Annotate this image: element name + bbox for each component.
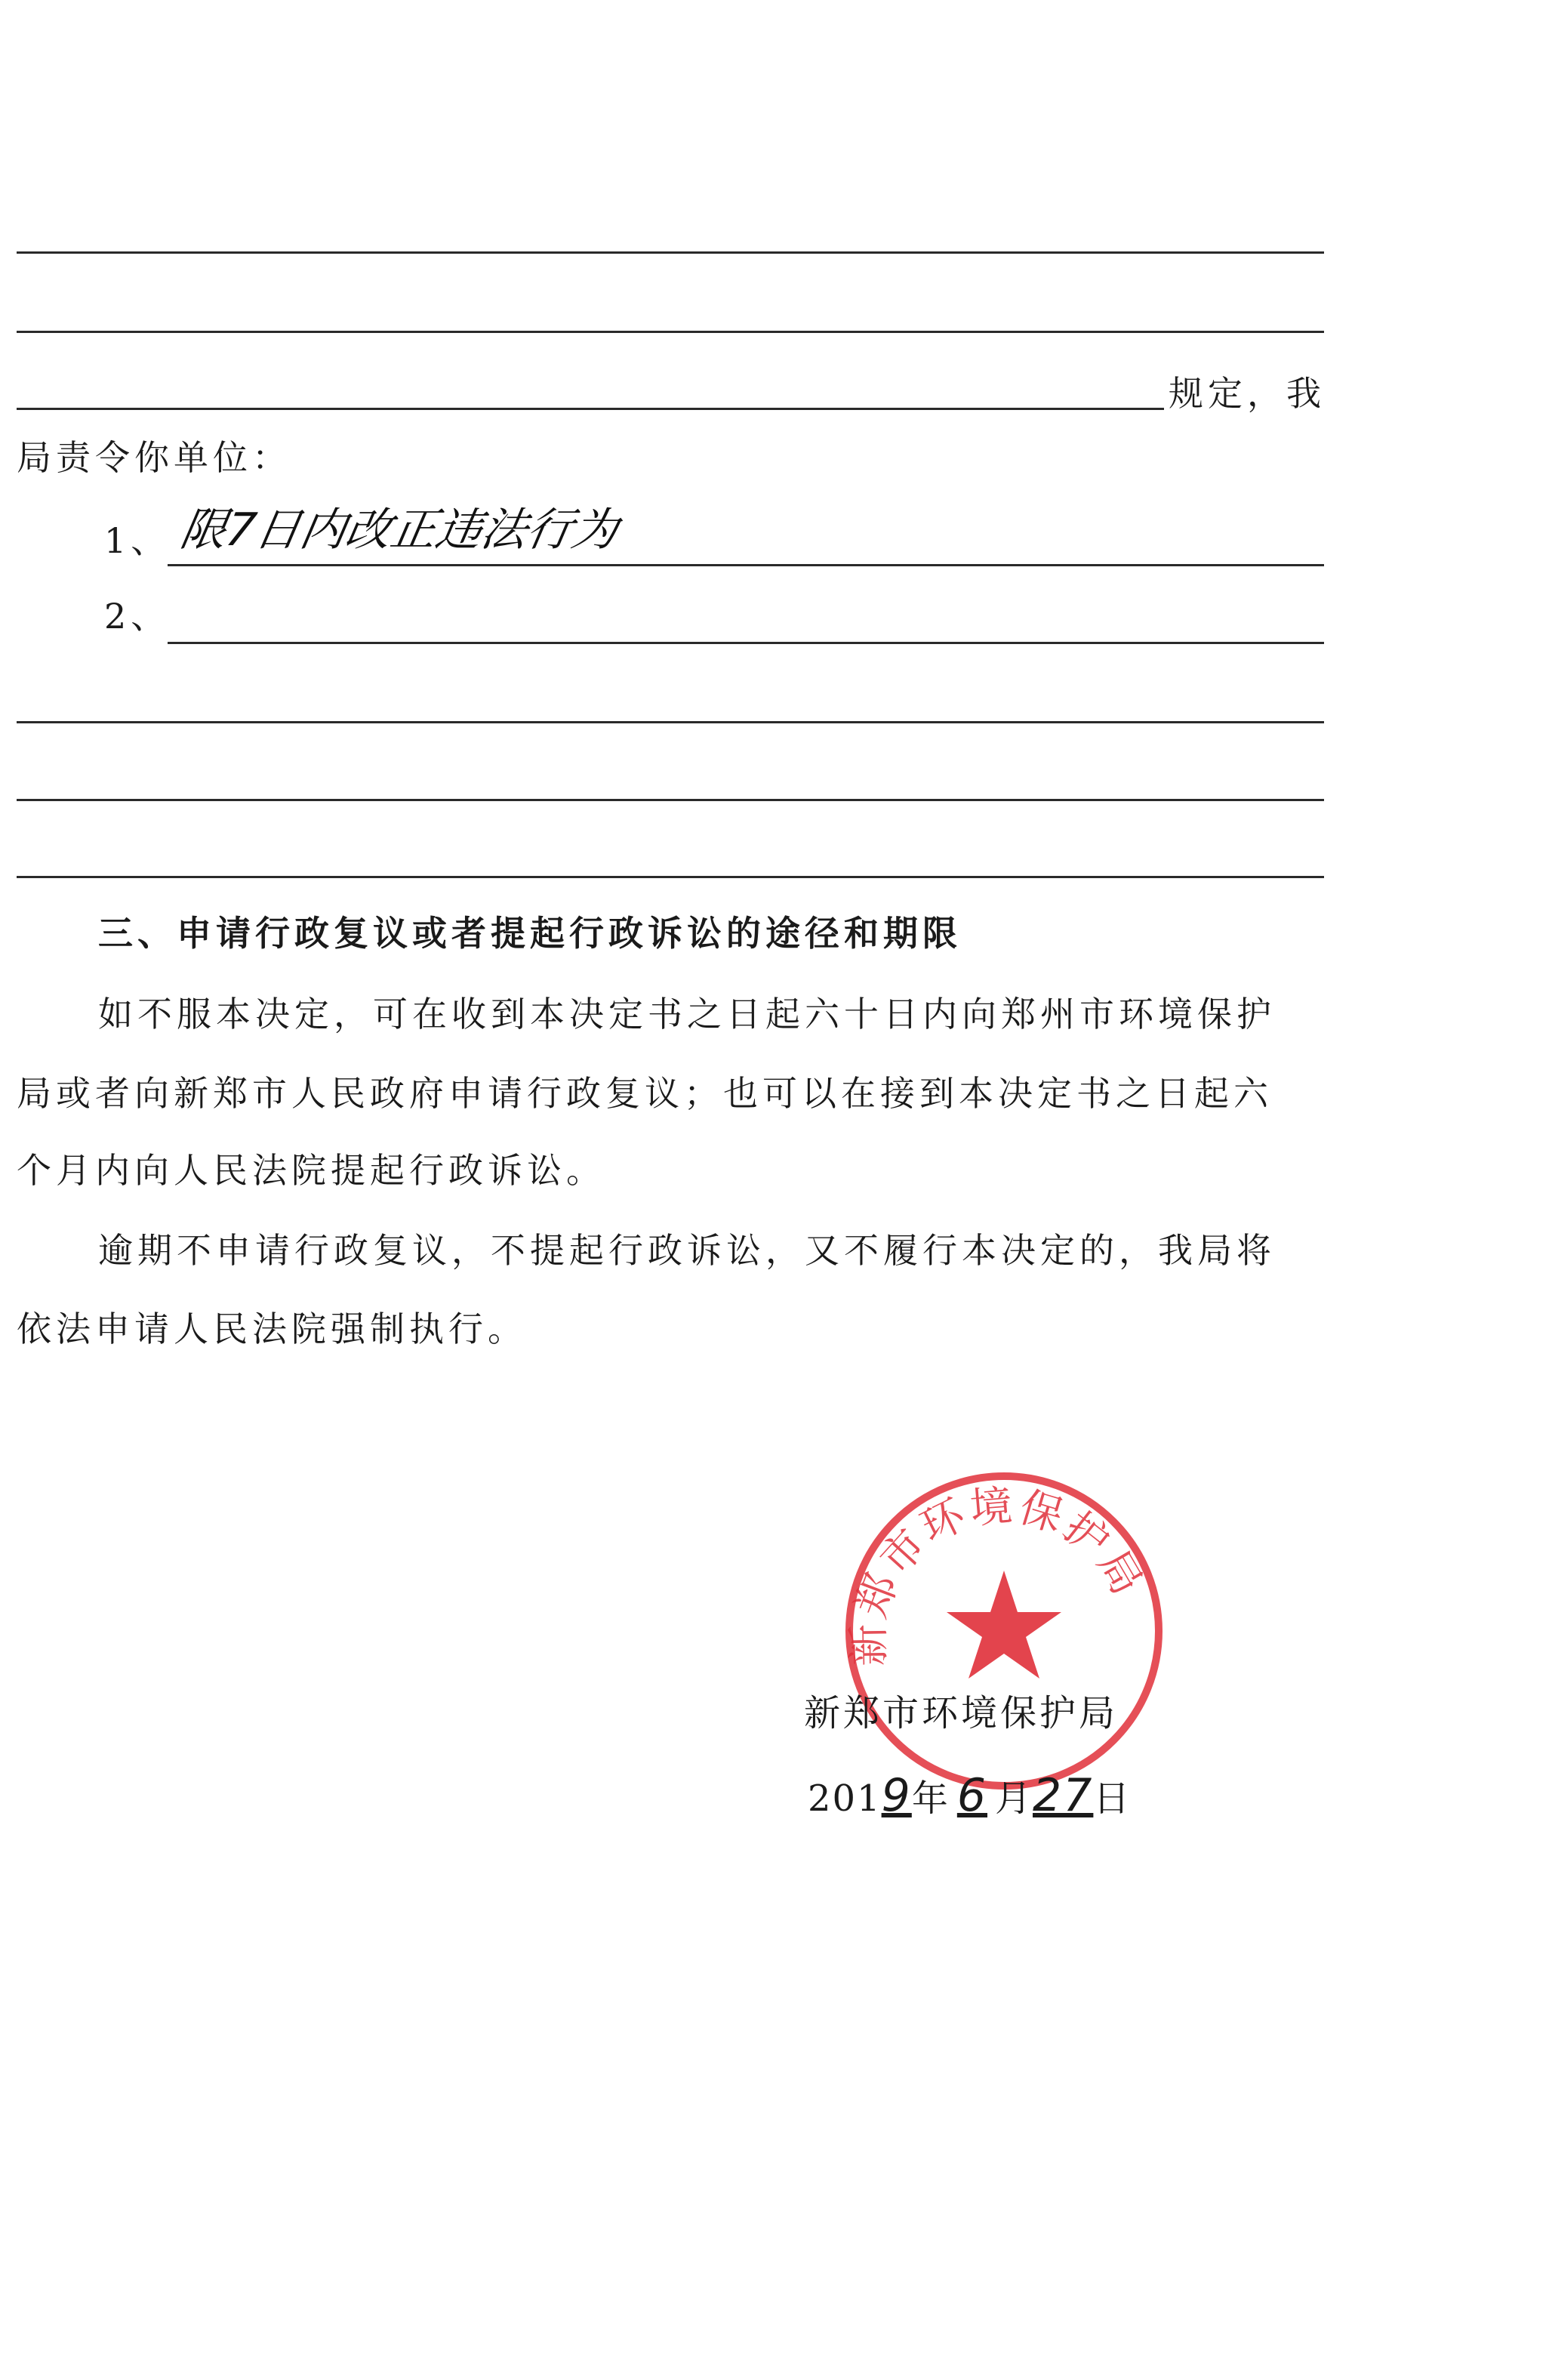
item1-number: 1、 [104, 520, 171, 561]
blank-line-4 [17, 721, 1324, 723]
item2-number: 2、 [104, 596, 171, 637]
order-intro: 局责令你单位： [17, 437, 291, 478]
section3-para2-line2: 依法申请人民法院强制执行。 [17, 1309, 527, 1349]
decision-date [808, 1769, 1132, 1822]
section3-heading: 三、申请行政复议或者提起行政诉讼的途径和期限 [98, 913, 962, 954]
date-year-digit: 9 [881, 1769, 912, 1822]
section3-para1-line3: 个月内向人民法院提起行政诉讼。 [17, 1150, 605, 1191]
date-year-char: 年 [911, 1777, 950, 1820]
item1-handwritten-entry: 限7日内改正违法行为 [176, 504, 623, 556]
date-day: 27 [1033, 1769, 1094, 1822]
clause-tail: 规定，我 [1169, 373, 1326, 414]
date-day-char: 日 [1093, 1777, 1132, 1820]
section3-para2-line1: 逾期不申请行政复议，不提起行政诉讼，又不履行本决定的，我局将 [98, 1230, 1276, 1271]
section3-para1-line1: 如不服本决定，可在收到本决定书之日起六十日内向郑州市环境保护 [98, 994, 1276, 1034]
authority-name: 新郑市环境保护局 [804, 1692, 1119, 1734]
seal-text: 新郑市环境保护局 [844, 1481, 1153, 1667]
date-prefix: 201 [808, 1777, 882, 1820]
section3-para1-line2: 局或者向新郑市人民政府申请行政复议；也可以在接到本决定书之日起六 [17, 1073, 1273, 1114]
date-month: 6 [956, 1769, 988, 1822]
blank-line-1 [17, 251, 1324, 254]
official-seal [830, 1457, 1178, 1805]
item2-line [168, 642, 1324, 644]
item1-line [168, 564, 1324, 566]
blank-line-2 [17, 331, 1324, 333]
blank-line-6 [17, 876, 1324, 878]
blank-line-3 [17, 408, 1164, 410]
seal-star [947, 1571, 1061, 1679]
blank-line-5 [17, 799, 1324, 801]
date-month-char: 月 [995, 1777, 1033, 1820]
